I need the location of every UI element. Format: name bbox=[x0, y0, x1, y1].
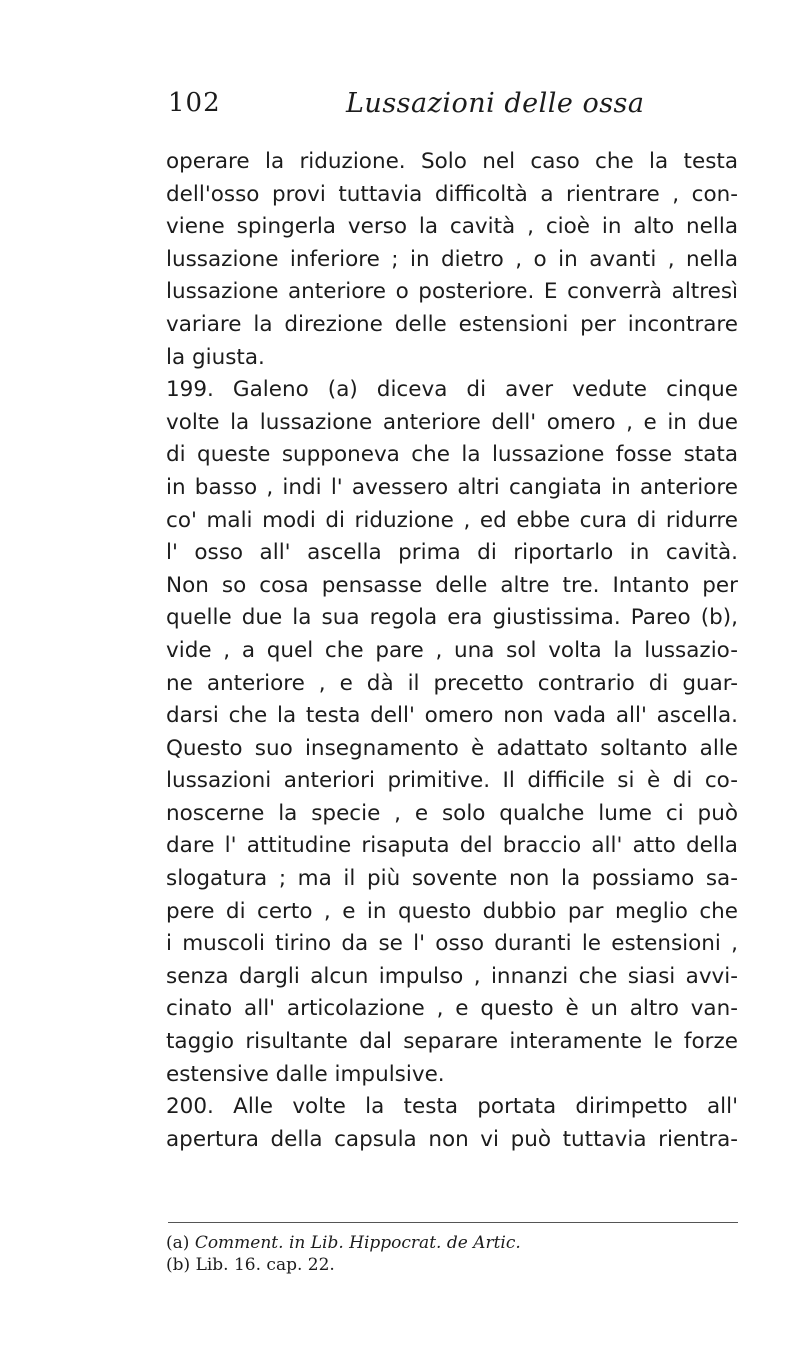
text-line: operare la riduzione. Solo nel caso che la testa bbox=[166, 149, 738, 174]
running-head bbox=[168, 88, 728, 128]
text-line: quelle due la sua regola era giustissima. Pareo (b), bbox=[166, 605, 738, 631]
text-line: noscerne la specie , e solo qualche lume ci può bbox=[166, 800, 738, 826]
text-line: vide , a quel che pare , una sol volta la lussazio- bbox=[166, 637, 738, 663]
text-line: viene spingerla verso la cavità , cioè in alto nella bbox=[166, 214, 738, 240]
text-line: variare la direzione delle estensioni per incontrare bbox=[166, 311, 738, 337]
text-line: 200. Alle volte la testa portata dirimpetto all' bbox=[166, 1094, 738, 1120]
text-line: lussazione anteriore o posteriore. E converrà altresì bbox=[166, 279, 738, 305]
text-line: la giusta. bbox=[166, 344, 265, 370]
footnote-b bbox=[166, 1254, 736, 1276]
footnote-rule bbox=[168, 1222, 738, 1223]
footnote-a bbox=[166, 1232, 736, 1254]
text-line: senza dargli alcun impulso , innanzi che siasi avvi- bbox=[166, 963, 738, 989]
text-line: ne anteriore , e dà il precetto contrario di guar- bbox=[166, 670, 738, 696]
text-line: lussazioni anteriori primitive. Il difficile si è di co- bbox=[166, 768, 738, 794]
text-line: apertura della capsula non vi può tuttavia rientra- bbox=[166, 1126, 738, 1152]
text-line: taggio risultante dal separare interamente le forze bbox=[166, 1029, 738, 1055]
text-line: estensive dalle impulsive. bbox=[166, 1061, 445, 1087]
text-line: pere di certo , e in questo dubbio par meglio che bbox=[166, 898, 738, 924]
text-line: volte la lussazione anteriore dell' omero , e in due bbox=[166, 409, 738, 435]
running-title: Lussazioni delle ossa bbox=[346, 88, 645, 119]
footnote-text: Lib. 16. cap. 22. bbox=[195, 1255, 335, 1275]
text-line: 199. Galeno (a) diceva di aver vedute cinque bbox=[166, 377, 738, 403]
text-line: darsi che la testa dell' omero non vada all' ascella. bbox=[166, 703, 738, 729]
text-line: l' osso all' ascella prima di riportarlo in cavità. bbox=[166, 540, 738, 566]
text-line: Questo suo insegnamento è adattato soltanto alle bbox=[166, 735, 738, 761]
footnote-text: Comment. in Lib. Hippocrat. de Artic. bbox=[194, 1233, 521, 1253]
page-number: 102 bbox=[168, 88, 221, 118]
footnote-marker: (b) bbox=[166, 1255, 191, 1275]
text-line: i muscoli tirino da se l' osso duranti le estensioni , bbox=[166, 931, 738, 957]
text-line: lussazione inferiore ; in dietro , o in avanti , nella bbox=[166, 246, 738, 272]
text-line: cinato all' articolazione , e questo è un altro van- bbox=[166, 996, 738, 1022]
text-line: in basso , indi l' avessero altri cangiata in anteriore bbox=[166, 474, 738, 500]
text-line: dare l' attitudine risaputa del braccio all' atto della bbox=[166, 833, 738, 859]
text-line: Non so cosa pensasse delle altre tre. Intanto per bbox=[166, 572, 738, 598]
footnote-marker: (a) bbox=[166, 1233, 190, 1253]
footnotes bbox=[166, 1232, 736, 1276]
text-line: dell'osso provi tuttavia difficoltà a rientrare , con- bbox=[166, 181, 738, 207]
body-text bbox=[166, 146, 738, 1156]
text-line: co' mali modi di riduzione , ed ebbe cura di ridurre bbox=[166, 507, 738, 533]
text-line: slogatura ; ma il più sovente non la possiamo sa- bbox=[166, 866, 738, 892]
text-line: di queste supponeva che la lussazione fosse stata bbox=[166, 442, 738, 468]
